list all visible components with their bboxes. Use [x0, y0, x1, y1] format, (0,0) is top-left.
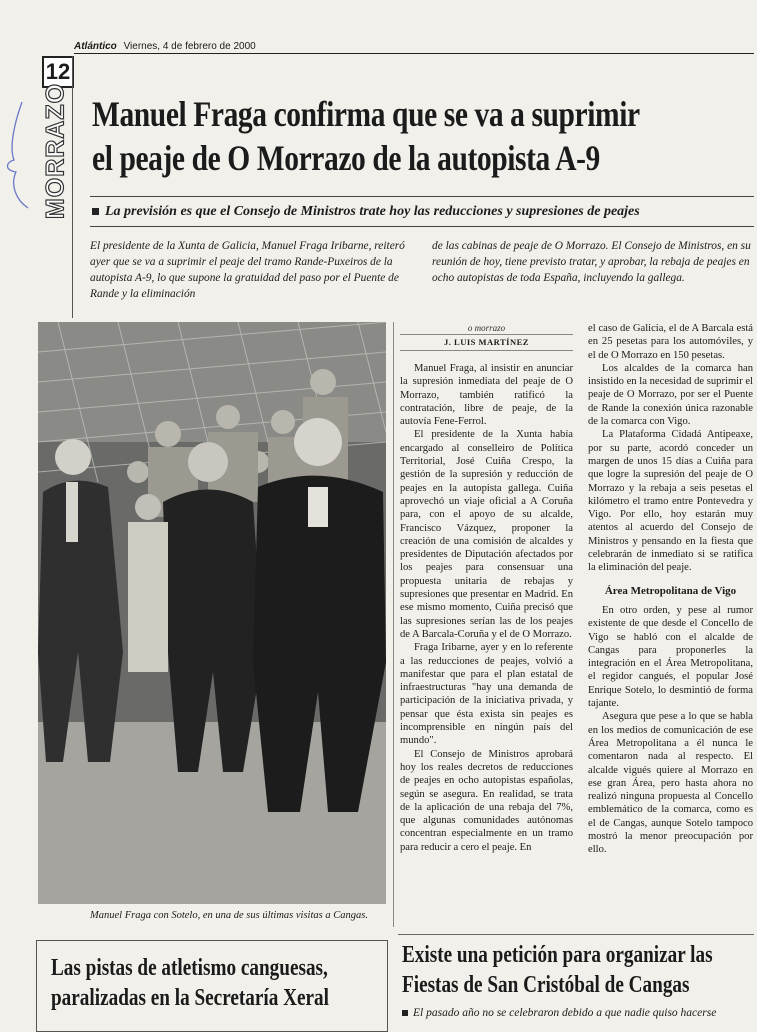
page-headline — [92, 92, 748, 180]
subheadline-rule — [90, 226, 754, 227]
pen-scribble-mark — [2, 100, 32, 210]
article-paragraph: Asegura que pese a lo que se habla en los medios de comunicación de ese Área Metropolitana a él nunca le comentaron nada al respecto. El alcalde vigués quiere al Morrazo en ese gran Área, pero hasta ahora no realizó ninguna propuesta al Concello emblemático de la comarca, como es el de Cangas, aunque Sotelo tampoco mostró la menor preocupación por ello. — [588, 711, 753, 856]
article-paragraph: La Plataforma Cidadá Antipeaxe, por su parte, acordó conceder un margen de unos 15 días a Cuiña para que logre la supresión del peaje de O Morrazo y la rebaja a seis pesetas el kilómetro el tramo entre Pontevedra y Vigo. Por ello, hoy estarán muy atentos al acuerdo del Consejo de Ministros y pensando en la fiesta que celebrarán de inmediato si se ratifica la eliminación del peaje. — [588, 429, 753, 574]
subheadline — [92, 204, 752, 220]
section-label — [40, 82, 72, 220]
article-paragraph: El Consejo de Ministros aprobará hoy los reales decretos de reducciones de peajes en ocho autopistas españolas, según se asegura. En realidad, se trata de la aplicación de una rebaja del 7%, que algunas comunidades autónomas concentran especialmente en un tramo para reducir a cero el peaje. En — [400, 748, 573, 853]
issue-date: Viernes, 4 de febrero de 2000 — [123, 41, 256, 52]
bullet-square-icon — [402, 1010, 408, 1016]
article-paragraph: el caso de Galicia, el de A Barcala está en 25 pesetas para los automóviles, y el de O Morrazo en 150 pesetas. — [588, 323, 753, 361]
lead-paragraph-right: de las cabinas de peaje de O Morrazo. El Consejo de Ministros, en su reunión de hoy, tiene previsto tratar, y aprobar, la rebaja de peajes en ocho autopistas de toda España, incluyendo la gallega. — [432, 240, 751, 284]
bottom-right-headline-line-2: Fiestas de San Cristóbal de Cangas — [402, 972, 690, 998]
bullet-square-icon — [92, 208, 99, 215]
kicker: o morrazo — [467, 323, 506, 333]
byline: J. LUIS MARTÍNEZ — [444, 337, 529, 347]
byline-rule-top — [400, 334, 573, 335]
article-paragraph: En otro orden, y pese al rumor existente de que desde el Concello de Vigo se habló con el alcalde de Cangas para proponerles la integración en el Área Metropolitana, el regidor cangués, el popular José Enrique Sotelo, lo desmintió de forma tajante. — [588, 604, 753, 710]
photo-caption: Manuel Fraga con Sotelo, en una de sus últimas visitas a Cangas. — [90, 910, 368, 921]
article-paragraph: Fraga Iribarne, ayer y en lo referente a las reducciones de peajes, volvió a manifestar que para el plan estatal de infraestructuras "hay una demanda de participación de la iniciativa privada, y pensar que ésta exista sin peajes es incomprensible en ningún país del mundo". — [400, 642, 573, 747]
photo-illustration — [38, 322, 386, 904]
bottom-right-headline-line-1: Existe una petición para organizar las — [402, 942, 713, 968]
byline-rule-bottom — [400, 350, 573, 351]
article-column-2 — [400, 362, 573, 854]
column-subhead: Área Metropolitana de Vigo — [604, 584, 737, 597]
bottom-left-article-box — [36, 940, 388, 1032]
headline-line-1: Manuel Fraga confirma que se va a suprimir — [92, 94, 640, 134]
bottom-right-headline — [402, 940, 757, 1000]
article-column-3 — [588, 322, 753, 857]
bottom-left-headline-line-1: Las pistas de atletismo canguesas, — [51, 955, 328, 981]
bottom-right-sub-text: El pasado año no se celebraron debido a que nadie quiso hacerse — [413, 1007, 717, 1019]
section-divider — [72, 56, 73, 318]
subheadline-text: La previsión es que el Consejo de Ministros trate hoy las reducciones y supresiones de peajes — [105, 204, 640, 219]
masthead-rule — [74, 53, 754, 54]
bottom-right-rule — [398, 934, 754, 935]
article-paragraph: Los alcaldes de la comarca han insistido en la necesidad de suprimir el peaje de O Morrazo, por ser el Puente de Rande la conexión única razonable de la comarca con Vigo. — [588, 362, 753, 428]
lead-paragraph-left: El presidente de la Xunta de Galicia, Manuel Fraga Iribarne, reiteró ayer que se va a suprimir el peaje del tramo Rande-Puxeiros de la autopista A-9, lo que supone la gratuidad del paso por el Puente de Rande y la eliminación — [90, 240, 405, 300]
bottom-right-subheadline — [402, 1007, 757, 1019]
page-number: 12 — [42, 56, 74, 88]
bottom-left-headline-line-2: paralizadas en la Secretaría Xeral — [51, 985, 329, 1011]
article-paragraph: El presidente de la Xunta había encargado al conselleiro de Política Territorial, José Cuiña Crespo, la gestión de la supresión y reducción de peajes en la autopista gallega. Cuiña aprovechó un viaje oficial a A Coruña para, con el apoyo de su alcalde, Francisco Vázquez, proponer la creación de una comisión de alcaldes y presidentes de Diputación afectados por los peajes para consensuar una propuesta unitaria de rebajas y supresiones que presentar en Madrid. En ese mismo momento, Cuiña precisó que las supresiones serían las de los peajes de A Barcala-Coruña y el de O Morrazo. — [400, 429, 573, 640]
section-name: MORRAZO — [41, 82, 70, 220]
column-divider — [393, 322, 394, 927]
masthead — [74, 41, 256, 52]
news-photo — [38, 322, 386, 904]
headline-line-2: el peaje de O Morrazo de la autopista A-9 — [92, 138, 600, 178]
article-paragraph: Manuel Fraga, al insistir en anunciar la supresión inmediata del peaje de O Morrazo, también ratificó la contratación, libre de peaje, de la autovía Fene-Ferrol. — [400, 363, 573, 428]
paper-name: Atlántico — [74, 41, 117, 52]
headline-rule — [90, 196, 754, 197]
